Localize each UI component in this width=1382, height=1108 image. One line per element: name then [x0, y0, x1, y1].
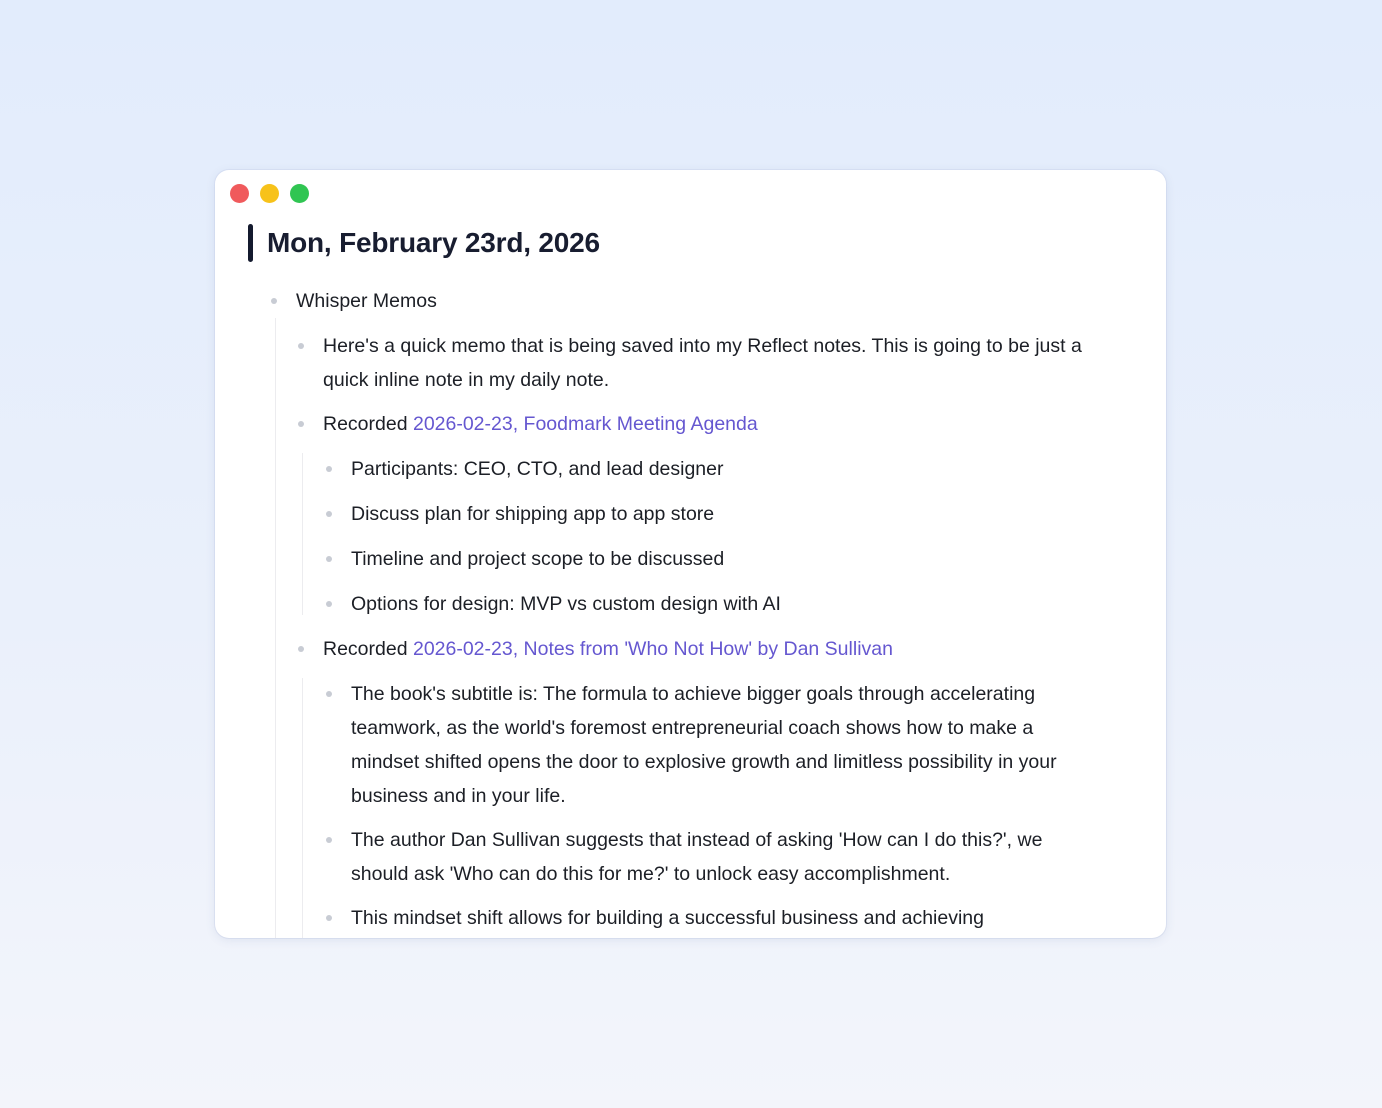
outline-item-text: Options for design: MVP vs custom design with AI — [351, 593, 781, 615]
outline-item-whisper-memos[interactable] — [296, 284, 437, 318]
outline-item-text: The author Dan Sullivan suggests that instead of asking 'How can I do this?', we should ask 'Who can do this for me?' to unlock easy accomplishment. — [351, 829, 1043, 885]
bullet-icon — [326, 466, 332, 472]
bullet-icon — [326, 691, 332, 697]
outline-item-recorded-who-not-how[interactable] — [323, 632, 893, 666]
bullet-icon — [298, 343, 304, 349]
recorded-prefix: Recorded — [323, 413, 413, 435]
bullet-icon — [298, 646, 304, 652]
bullet-icon — [326, 915, 332, 921]
outline-item[interactable] — [351, 452, 724, 486]
note-outline — [215, 170, 1166, 938]
outline-item[interactable] — [351, 677, 1103, 813]
outline-item-label: Whisper Memos — [296, 290, 437, 312]
outline-item-text: The book's subtitle is: The formula to achieve bigger goals through accelerating teamwork, as the world's foremost entrepreneurial coach shows how to make a mindset shifted opens the door to explosive growth and limitless possibility in your business and in your life. — [351, 683, 1057, 807]
indent-guide — [275, 318, 276, 938]
outline-item[interactable] — [351, 901, 1103, 935]
outline-item[interactable] — [351, 587, 781, 621]
note-title[interactable]: Mon, February 23rd, 2026 — [267, 227, 600, 258]
bullet-icon — [326, 556, 332, 562]
bullet-icon — [326, 601, 332, 607]
bullet-icon — [326, 511, 332, 517]
outline-item-memo[interactable] — [323, 329, 1103, 397]
indent-guide — [302, 453, 303, 615]
outline-item-text: This mindset shift allows for building a successful business and achieving — [351, 907, 984, 929]
memo-text: Here's a quick memo that is being saved into my Reflect notes. This is going to be just a quick inline note in my daily note. — [323, 335, 1082, 391]
indent-guide — [302, 678, 303, 938]
bullet-icon — [326, 837, 332, 843]
outline-item-recorded-foodmark[interactable] — [323, 407, 758, 441]
bullet-icon — [298, 421, 304, 427]
outline-item-text: Discuss plan for shipping app to app store — [351, 503, 715, 525]
recorded-prefix: Recorded — [323, 638, 413, 660]
note-link-foodmark[interactable]: 2026-02-23, Foodmark Meeting Agenda — [412, 413, 758, 435]
outline-item[interactable] — [351, 497, 714, 531]
bullet-icon — [271, 298, 277, 304]
outline-item-text: Timeline and project scope to be discussed — [351, 548, 725, 570]
outline-item[interactable] — [351, 542, 724, 576]
note-link-who-not-how[interactable]: 2026-02-23, Notes from 'Who Not How' by Dan Sullivan — [412, 638, 893, 660]
note-window — [215, 170, 1166, 938]
outline-item-text: Participants: CEO, CTO, and lead designer — [351, 458, 724, 480]
outline-item[interactable] — [351, 823, 1103, 891]
